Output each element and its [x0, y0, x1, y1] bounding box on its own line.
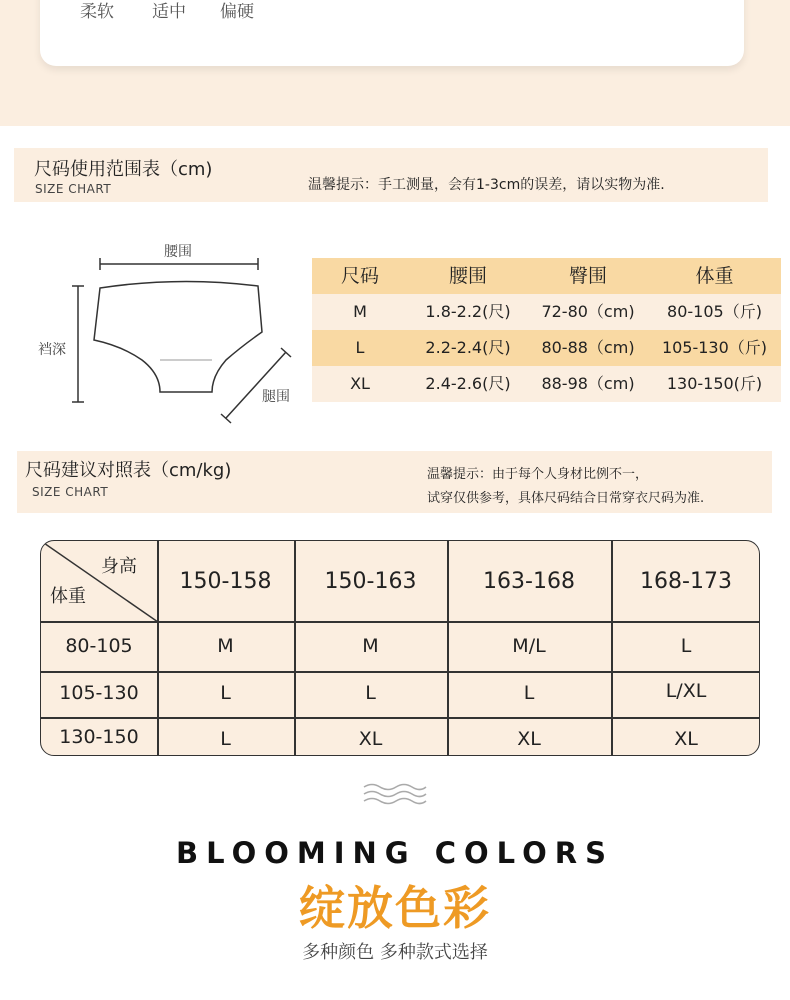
- table-row: [312, 330, 781, 366]
- weight-cell: 80-105（斤): [667, 302, 762, 321]
- weight-header: 80-105: [65, 635, 133, 657]
- size-cell: L: [523, 682, 535, 704]
- height-header: 150-158: [179, 569, 272, 594]
- waist-cell: 2.2-2.4(尺): [425, 338, 511, 357]
- height-header: 163-168: [483, 569, 575, 594]
- brand-english: BLOOMING COLORS: [176, 836, 614, 870]
- weight-cell: 105-130（斤): [661, 338, 768, 357]
- size-cell: XL: [517, 728, 541, 750]
- brand-chinese: 绽放色彩: [299, 881, 491, 935]
- grid-line: [41, 671, 760, 673]
- top-band: [0, 0, 790, 126]
- waist-label: 腰围: [164, 244, 192, 260]
- rise-label: 裆深: [38, 342, 66, 358]
- hip-cell: 80-88（cm): [541, 338, 635, 357]
- recommend-table: [40, 540, 760, 756]
- header-hip: 臀围: [568, 265, 607, 287]
- size-chart-header: [14, 148, 768, 202]
- height-header: 168-173: [640, 569, 732, 594]
- size-cell: XL: [674, 728, 698, 750]
- size-cell: M: [217, 635, 234, 657]
- hip-cell: 72-80（cm): [541, 302, 635, 321]
- table-row: [312, 294, 781, 330]
- waves-icon: [362, 782, 428, 806]
- softness-medium: 适中: [152, 2, 186, 22]
- height-header: 150-163: [324, 569, 417, 594]
- header-weight: 体重: [695, 265, 734, 287]
- size-cell: M: [362, 635, 379, 657]
- table-row: [312, 366, 781, 402]
- size-chart-subtitle: SIZE CHART: [35, 182, 112, 196]
- waist-cell: 2.4-2.6(尺): [425, 374, 511, 393]
- weight-header: 130-150: [59, 726, 139, 748]
- weight-cell: 130-150(斤): [666, 374, 763, 393]
- header-waist: 腰围: [448, 265, 487, 287]
- recommend-header: [17, 451, 772, 513]
- size-cell: L: [365, 682, 376, 704]
- size-cell: M: [353, 302, 367, 321]
- brand-subtitle: 多种颜色 多种款式选择: [302, 942, 488, 963]
- size-chart-note: 温馨提示：手工测量，会有1-3cm的误差，请以实物为准.: [308, 177, 665, 193]
- size-table-header: [312, 258, 781, 294]
- size-cell: L: [355, 338, 365, 357]
- size-cell: L: [680, 635, 692, 657]
- corner-weight-label: 体重: [50, 586, 86, 607]
- recommend-subtitle: SIZE CHART: [32, 485, 109, 499]
- recommend-note-line2: 试穿仅供参考，具体尺码结合日常穿衣尺码为准.: [427, 491, 705, 506]
- softness-soft: 柔软: [80, 2, 114, 22]
- grid-line: [41, 717, 760, 719]
- measurement-diagram: [16, 236, 306, 432]
- weight-header: 105-130: [59, 682, 139, 704]
- leg-label: 腿围: [262, 389, 290, 405]
- hip-cell: 88-98（cm): [541, 374, 635, 393]
- corner-height-label: 身高: [101, 556, 137, 577]
- recommend-title: 尺码建议对照表（cm/kg): [25, 460, 232, 481]
- recommend-note-line1: 温馨提示：由于每个人身材比例不一，: [427, 467, 649, 482]
- size-chart-title: 尺码使用范围表（cm): [34, 159, 213, 180]
- size-cell: L/XL: [665, 680, 707, 702]
- softness-hard: 偏硬: [220, 2, 254, 22]
- size-cell: M/L: [512, 635, 546, 657]
- size-cell: L: [220, 728, 231, 750]
- size-cell: XL: [350, 374, 370, 393]
- waist-cell: 1.8-2.2(尺): [425, 302, 511, 321]
- softness-card: [40, 0, 744, 66]
- size-cell: L: [220, 682, 231, 704]
- size-cell: XL: [358, 728, 383, 750]
- size-table: [312, 258, 781, 402]
- header-size: 尺码: [340, 265, 379, 287]
